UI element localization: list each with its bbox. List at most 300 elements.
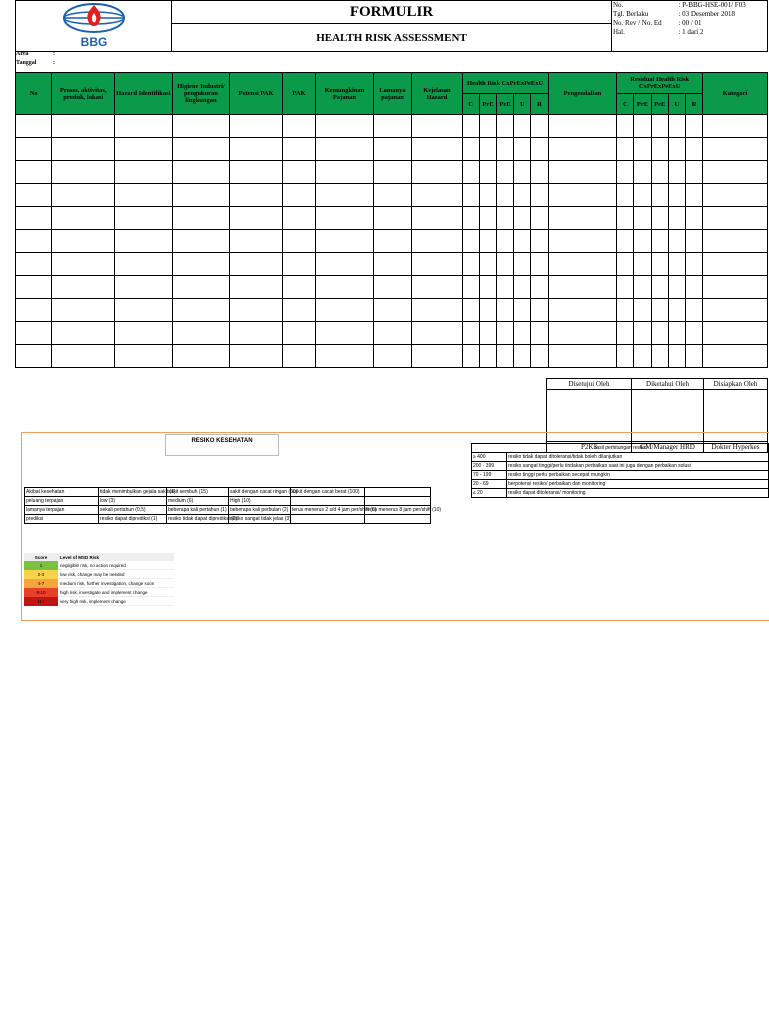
table-cell[interactable]	[52, 230, 115, 253]
sub-col-pee: PeE	[651, 94, 668, 115]
table-cell[interactable]	[16, 138, 52, 161]
table-cell[interactable]	[172, 322, 230, 345]
table-cell[interactable]	[230, 276, 283, 299]
table-cell[interactable]	[373, 138, 411, 161]
resiko-cell: low (3)	[99, 497, 167, 506]
table-cell[interactable]	[412, 253, 463, 276]
table-cell[interactable]	[115, 276, 173, 299]
table-cell[interactable]	[531, 299, 548, 322]
table-cell[interactable]	[685, 322, 702, 345]
col-kejelasan: Kejelasan Hazard	[412, 73, 463, 115]
table-cell[interactable]	[172, 345, 230, 368]
table-cell[interactable]	[651, 138, 668, 161]
table-cell[interactable]	[617, 184, 634, 207]
msd-score-header: Score	[34, 554, 48, 560]
table-cell[interactable]	[634, 207, 651, 230]
table-cell[interactable]	[16, 253, 52, 276]
sub-col-u: U	[514, 94, 531, 115]
table-cell[interactable]	[282, 322, 315, 345]
msd-score: 4-7	[24, 579, 58, 588]
table-cell[interactable]	[412, 115, 463, 138]
table-cell[interactable]	[373, 299, 411, 322]
table-cell[interactable]	[282, 299, 315, 322]
resiko-cell	[291, 497, 365, 506]
table-cell[interactable]	[634, 253, 651, 276]
table-cell[interactable]	[172, 276, 230, 299]
table-cell[interactable]	[685, 138, 702, 161]
resiko-cell	[365, 488, 431, 497]
table-cell[interactable]	[462, 230, 479, 253]
table-cell[interactable]	[531, 184, 548, 207]
table-cell[interactable]	[230, 345, 283, 368]
table-cell[interactable]	[172, 253, 230, 276]
table-cell[interactable]	[548, 230, 617, 253]
table-cell[interactable]	[514, 322, 531, 345]
table-cell[interactable]	[16, 276, 52, 299]
table-cell[interactable]	[531, 115, 548, 138]
resiko-cell: sakit dengan cacat ringan (60)	[230, 489, 298, 495]
table-cell[interactable]	[668, 115, 685, 138]
table-row	[16, 253, 768, 276]
table-cell[interactable]	[531, 276, 548, 299]
table-cell[interactable]	[52, 322, 115, 345]
table-cell[interactable]	[497, 161, 514, 184]
table-cell[interactable]	[172, 207, 230, 230]
table-cell[interactable]	[703, 138, 768, 161]
resiko-row	[25, 515, 431, 524]
table-cell[interactable]	[548, 276, 617, 299]
table-cell[interactable]	[282, 115, 315, 138]
table-cell[interactable]	[668, 184, 685, 207]
table-cell[interactable]	[548, 161, 617, 184]
table-cell[interactable]	[497, 345, 514, 368]
table-cell[interactable]	[531, 322, 548, 345]
table-cell[interactable]	[373, 276, 411, 299]
table-cell[interactable]	[617, 207, 634, 230]
sub-col-pee: PeE	[497, 94, 514, 115]
meta-value: : 03 Desember 2018	[678, 10, 735, 18]
resiko-table	[24, 487, 442, 524]
table-cell[interactable]	[634, 138, 651, 161]
table-cell[interactable]	[316, 299, 374, 322]
table-cell[interactable]	[172, 115, 230, 138]
table-cell[interactable]	[703, 345, 768, 368]
table-cell[interactable]	[316, 345, 374, 368]
table-cell[interactable]	[548, 299, 617, 322]
table-cell[interactable]	[462, 184, 479, 207]
table-cell[interactable]	[316, 322, 374, 345]
table-cell[interactable]	[685, 299, 702, 322]
table-cell[interactable]	[316, 207, 374, 230]
table-cell[interactable]	[668, 345, 685, 368]
msd-row	[24, 588, 174, 597]
table-cell[interactable]	[617, 276, 634, 299]
table-cell[interactable]	[373, 345, 411, 368]
table-cell[interactable]	[282, 184, 315, 207]
table-cell[interactable]	[52, 299, 115, 322]
table-cell[interactable]	[634, 161, 651, 184]
table-cell[interactable]	[497, 276, 514, 299]
table-cell[interactable]	[479, 115, 496, 138]
table-cell[interactable]	[651, 299, 668, 322]
table-cell[interactable]	[373, 322, 411, 345]
msd-level: medium risk, further investigation, change soon	[58, 579, 174, 588]
resiko-cell: lamanya terpajan	[25, 506, 99, 515]
table-cell[interactable]	[115, 322, 173, 345]
table-cell[interactable]	[462, 207, 479, 230]
table-cell[interactable]	[462, 115, 479, 138]
table-cell[interactable]	[16, 161, 52, 184]
approval-header: Disetujui Oleh	[547, 379, 632, 390]
table-cell[interactable]	[52, 184, 115, 207]
table-cell[interactable]	[548, 253, 617, 276]
table-cell[interactable]	[16, 207, 52, 230]
table-cell[interactable]	[634, 115, 651, 138]
table-cell[interactable]	[548, 207, 617, 230]
table-cell[interactable]	[703, 253, 768, 276]
table-cell[interactable]	[479, 345, 496, 368]
table-cell[interactable]	[373, 161, 411, 184]
table-cell[interactable]	[548, 115, 617, 138]
table-cell[interactable]	[514, 299, 531, 322]
table-cell[interactable]	[651, 276, 668, 299]
area-tanggal-block	[15, 50, 769, 72]
table-cell[interactable]	[497, 253, 514, 276]
table-cell[interactable]	[514, 161, 531, 184]
table-cell[interactable]	[172, 184, 230, 207]
table-row	[16, 276, 768, 299]
table-cell[interactable]	[412, 299, 463, 322]
resiko-cell: resiko tidak dapat diprediksi (2)	[168, 516, 238, 522]
table-cell[interactable]	[531, 207, 548, 230]
table-cell[interactable]	[514, 138, 531, 161]
col-kategori: Kategori	[703, 73, 768, 115]
table-cell[interactable]	[531, 230, 548, 253]
table-cell[interactable]	[634, 184, 651, 207]
form-subtitle: HEALTH RISK ASSESSMENT	[172, 24, 612, 52]
resiko-cell: peluang terpajan	[25, 497, 99, 506]
table-cell[interactable]	[412, 207, 463, 230]
table-cell[interactable]	[373, 253, 411, 276]
table-cell[interactable]	[651, 230, 668, 253]
msd-row	[24, 597, 174, 606]
table-cell[interactable]	[479, 253, 496, 276]
resiko-cell: beberapa kali pertahun (1)	[168, 507, 227, 513]
table-cell[interactable]	[617, 299, 634, 322]
table-cell[interactable]	[497, 184, 514, 207]
table-cell[interactable]	[634, 230, 651, 253]
msd-level: high risk, investigate and implement change	[58, 588, 174, 597]
resiko-cell: terus menerus 8 jam per/shift (10)	[366, 507, 442, 513]
table-cell[interactable]	[497, 207, 514, 230]
table-cell[interactable]	[703, 161, 768, 184]
resiko-cell: sakit sembuh (15)	[167, 488, 229, 497]
table-cell[interactable]	[479, 161, 496, 184]
table-cell[interactable]	[634, 345, 651, 368]
table-cell[interactable]	[685, 207, 702, 230]
table-cell[interactable]	[462, 253, 479, 276]
table-cell[interactable]	[531, 345, 548, 368]
hasil-range: 200 - 399	[472, 462, 507, 471]
table-cell[interactable]	[617, 230, 634, 253]
table-cell[interactable]	[514, 115, 531, 138]
table-cell[interactable]	[462, 138, 479, 161]
table-cell[interactable]	[651, 253, 668, 276]
table-cell[interactable]	[172, 299, 230, 322]
bbg-logo-icon	[59, 1, 129, 49]
resiko-cell: beberapa kali perbulan (2)	[229, 506, 291, 515]
table-cell[interactable]	[52, 276, 115, 299]
table-cell[interactable]	[115, 138, 173, 161]
table-cell[interactable]	[668, 253, 685, 276]
table-cell[interactable]	[514, 345, 531, 368]
msd-level: negligible risk, no action required	[58, 561, 174, 570]
table-cell[interactable]	[617, 161, 634, 184]
table-cell[interactable]	[548, 184, 617, 207]
table-cell[interactable]	[617, 138, 634, 161]
col-higiene: Higiene Industri/ pengukuran lingkungan	[172, 73, 230, 115]
table-cell[interactable]	[282, 207, 315, 230]
table-cell[interactable]	[548, 322, 617, 345]
table-cell[interactable]	[115, 299, 173, 322]
table-cell[interactable]	[668, 299, 685, 322]
table-cell[interactable]	[668, 322, 685, 345]
table-cell[interactable]	[282, 276, 315, 299]
meta-label: No. Rev / No. Ed	[613, 19, 662, 27]
table-cell[interactable]	[316, 230, 374, 253]
table-cell[interactable]	[52, 138, 115, 161]
form-title: FORMULIR	[172, 1, 612, 24]
table-cell[interactable]	[668, 207, 685, 230]
table-cell[interactable]	[230, 299, 283, 322]
table-cell[interactable]	[316, 161, 374, 184]
table-row	[16, 115, 768, 138]
table-cell[interactable]	[412, 345, 463, 368]
table-cell[interactable]	[668, 230, 685, 253]
table-cell[interactable]	[462, 322, 479, 345]
table-cell[interactable]	[668, 276, 685, 299]
table-cell[interactable]	[685, 276, 702, 299]
table-cell[interactable]	[52, 161, 115, 184]
table-cell[interactable]	[316, 253, 374, 276]
table-cell[interactable]	[230, 184, 283, 207]
table-row	[16, 230, 768, 253]
table-cell[interactable]	[115, 230, 173, 253]
table-cell[interactable]	[373, 230, 411, 253]
table-row	[16, 184, 768, 207]
table-cell[interactable]	[497, 230, 514, 253]
table-cell[interactable]	[479, 299, 496, 322]
table-cell[interactable]	[634, 299, 651, 322]
col-proses: Proses, aktivitas, produk, lokasi	[52, 73, 115, 115]
table-cell[interactable]	[479, 230, 496, 253]
table-cell[interactable]	[316, 184, 374, 207]
table-cell[interactable]	[282, 138, 315, 161]
svg-text:BBG: BBG	[80, 35, 107, 49]
table-cell[interactable]	[115, 161, 173, 184]
reference-panel	[21, 432, 769, 621]
table-cell[interactable]	[52, 207, 115, 230]
table-cell[interactable]	[479, 322, 496, 345]
table-cell[interactable]	[282, 161, 315, 184]
tanggal-colon: :	[53, 60, 55, 66]
table-cell[interactable]	[514, 276, 531, 299]
resiko-cell: resiko dapat diprediksi (1)	[99, 515, 167, 524]
table-cell[interactable]	[651, 322, 668, 345]
msd-level-header: Level of MSD Risk	[60, 554, 100, 560]
hasil-row	[472, 489, 769, 498]
table-cell[interactable]	[373, 184, 411, 207]
table-cell[interactable]	[16, 345, 52, 368]
resiko-cell	[365, 497, 431, 506]
table-cell[interactable]	[703, 299, 768, 322]
table-cell[interactable]	[617, 322, 634, 345]
msd-score: 2-3	[24, 570, 58, 579]
sub-col-r: R	[531, 94, 548, 115]
table-cell[interactable]	[16, 230, 52, 253]
col-lamanya: Lamanya pajanan	[373, 73, 411, 115]
table-cell[interactable]	[412, 161, 463, 184]
table-cell[interactable]	[514, 230, 531, 253]
table-cell[interactable]	[230, 253, 283, 276]
table-cell[interactable]	[685, 345, 702, 368]
table-cell[interactable]	[52, 345, 115, 368]
table-cell[interactable]	[685, 230, 702, 253]
table-cell[interactable]	[531, 161, 548, 184]
table-cell[interactable]	[462, 161, 479, 184]
table-cell[interactable]	[668, 161, 685, 184]
resiko-title: RESIKO KESEHATAN	[165, 434, 279, 456]
table-cell[interactable]	[115, 184, 173, 207]
col-hazard: Hazard Identifikasi	[115, 73, 173, 115]
table-cell[interactable]	[172, 230, 230, 253]
table-cell[interactable]	[479, 138, 496, 161]
table-cell[interactable]	[651, 207, 668, 230]
col-residual-risk: Residual Health Risk CxPrExPeExU	[617, 73, 703, 94]
table-cell[interactable]	[617, 345, 634, 368]
table-cell[interactable]	[617, 115, 634, 138]
table-cell[interactable]	[497, 299, 514, 322]
table-cell[interactable]	[115, 253, 173, 276]
table-cell[interactable]	[497, 115, 514, 138]
sub-col-c: C	[617, 94, 634, 115]
table-cell[interactable]	[412, 138, 463, 161]
table-cell[interactable]	[703, 184, 768, 207]
resiko-cell: Akibat kesehatan	[25, 488, 99, 497]
form-header	[15, 0, 768, 52]
table-cell[interactable]	[634, 322, 651, 345]
table-cell[interactable]	[479, 184, 496, 207]
table-cell[interactable]	[703, 207, 768, 230]
table-cell[interactable]	[651, 184, 668, 207]
msd-row	[24, 570, 174, 579]
hasil-range: ≥ 400	[472, 453, 507, 462]
table-cell[interactable]	[282, 253, 315, 276]
table-cell[interactable]	[373, 115, 411, 138]
table-cell[interactable]	[230, 207, 283, 230]
table-cell[interactable]	[651, 345, 668, 368]
hasil-range: ≤ 20	[472, 489, 507, 498]
table-cell[interactable]	[115, 207, 173, 230]
table-cell[interactable]	[316, 276, 374, 299]
table-cell[interactable]	[497, 138, 514, 161]
table-cell[interactable]	[497, 322, 514, 345]
table-cell[interactable]	[230, 322, 283, 345]
hasil-description: resiko dapat ditoleransi/ monitoring	[507, 489, 769, 498]
table-cell[interactable]	[16, 184, 52, 207]
hasil-description: berpotensi resiko/ perbaikan dan monitoring	[507, 480, 769, 489]
table-cell[interactable]	[548, 138, 617, 161]
table-cell[interactable]	[230, 230, 283, 253]
table-cell[interactable]	[230, 115, 283, 138]
table-cell[interactable]	[651, 115, 668, 138]
table-cell[interactable]	[16, 299, 52, 322]
table-cell[interactable]	[479, 276, 496, 299]
msd-table	[24, 553, 174, 606]
table-cell[interactable]	[685, 184, 702, 207]
table-cell[interactable]	[172, 161, 230, 184]
table-cell[interactable]	[703, 276, 768, 299]
table-cell[interactable]	[412, 322, 463, 345]
table-cell[interactable]	[316, 138, 374, 161]
table-cell[interactable]	[531, 138, 548, 161]
table-cell[interactable]	[668, 138, 685, 161]
table-cell[interactable]	[316, 115, 374, 138]
table-cell[interactable]	[514, 184, 531, 207]
table-cell[interactable]	[462, 345, 479, 368]
table-cell[interactable]	[514, 253, 531, 276]
table-cell[interactable]	[514, 207, 531, 230]
table-cell[interactable]	[617, 253, 634, 276]
table-cell[interactable]	[634, 276, 651, 299]
table-cell[interactable]	[412, 276, 463, 299]
table-cell[interactable]	[230, 138, 283, 161]
table-cell[interactable]	[685, 161, 702, 184]
table-cell[interactable]	[703, 230, 768, 253]
table-cell[interactable]	[685, 115, 702, 138]
msd-row	[24, 579, 174, 588]
table-cell[interactable]	[230, 161, 283, 184]
table-cell[interactable]	[172, 138, 230, 161]
table-cell[interactable]	[52, 115, 115, 138]
table-cell[interactable]	[462, 299, 479, 322]
table-cell[interactable]	[115, 115, 173, 138]
resiko-cell: sakit dengan cacat berat (100)	[291, 488, 365, 497]
table-cell[interactable]	[412, 230, 463, 253]
table-cell[interactable]	[462, 276, 479, 299]
table-cell[interactable]	[412, 184, 463, 207]
table-cell[interactable]	[282, 345, 315, 368]
table-row	[16, 299, 768, 322]
table-cell[interactable]	[52, 253, 115, 276]
meta-value: : 00 / 01	[678, 19, 702, 27]
table-cell[interactable]	[115, 345, 173, 368]
table-cell[interactable]	[282, 230, 315, 253]
table-cell[interactable]	[685, 253, 702, 276]
table-cell[interactable]	[373, 207, 411, 230]
table-cell[interactable]	[703, 115, 768, 138]
hasil-title: hasil perhitungan resiko	[472, 444, 769, 453]
resiko-cell: prediksi	[25, 515, 99, 524]
table-cell[interactable]	[531, 253, 548, 276]
table-cell[interactable]	[651, 161, 668, 184]
table-cell[interactable]	[16, 322, 52, 345]
table-cell[interactable]	[479, 207, 496, 230]
table-cell[interactable]	[16, 115, 52, 138]
table-cell[interactable]	[548, 345, 617, 368]
col-pak: PAK	[282, 73, 315, 115]
table-cell[interactable]	[703, 322, 768, 345]
